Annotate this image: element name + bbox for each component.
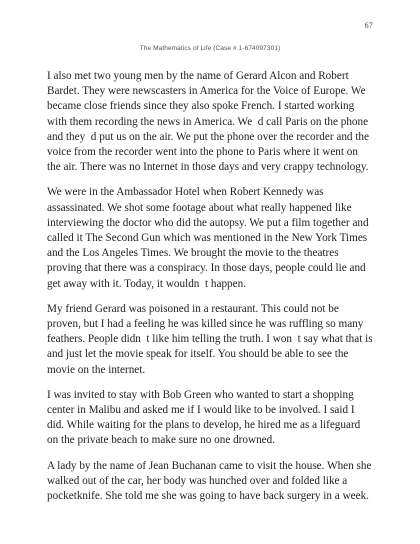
text-line: center in Malibu and asked me if I would like to be involved. I said I — [47, 404, 355, 417]
text-line: did. While waiting for the plans to develop, he hired me as a lifeguard — [47, 419, 361, 432]
text-line: assassinated. We shot some footage about what really happened like — [47, 201, 352, 214]
body-text — [47, 69, 373, 514]
text-line: Bardet. They were newscasters in America for the Voice of Europe. We — [47, 85, 366, 98]
text-line: I was invited to stay with Bob Green who wanted to start a shopping — [47, 388, 354, 401]
text-line: on the private beach to make sure no one drowned. — [47, 434, 276, 447]
text-line: feathers. People didn t like him telling the truth. I won t say what that is — [47, 333, 373, 346]
paragraph — [47, 459, 373, 505]
text-line: proving that there was a conspiracy. In those days, people could lie and — [47, 262, 366, 275]
text-line: and just let the movie speak for itself. You should be able to see the — [47, 348, 349, 361]
text-line: and they d put us on the air. We put the phone over the recorder and the — [47, 130, 369, 143]
text-line: voice from the recorder went into the phone to Paris where it went on — [47, 146, 358, 159]
text-line: I also met two young men by the name of Gerard Alcon and Robert — [47, 70, 349, 82]
text-line: pocketknife. She told me she was going to have back surgery in a week. — [47, 490, 369, 503]
text-line: the air. There was no Internet in those days and very crappy technology. — [47, 161, 369, 174]
text-line: We were in the Ambassador Hotel when Robert Kennedy was — [47, 186, 324, 199]
text-line: movie on the internet. — [47, 363, 146, 376]
text-line: with them recording the news in America. We d call Paris on the phone — [47, 115, 369, 128]
running-header: The Mathematics of Life (Case # 1-674097301) — [139, 45, 281, 52]
paragraph — [47, 185, 373, 291]
text-line: walked out of the car, her body was hunched over and folded like a — [47, 474, 348, 487]
text-line: get away with it. Today, it wouldn t happen. — [47, 277, 247, 290]
paragraph — [47, 302, 373, 378]
text-line: A lady by the name of Jean Buchanan came to visit the house. When she — [47, 459, 372, 472]
text-line: called it The Second Gun which was mentioned in the New York Times — [47, 232, 368, 245]
text-line: became close friends since they also spoke French. I started working — [47, 100, 355, 113]
text-line: My friend Gerard was poisoned in a restaurant. This could not be — [47, 302, 339, 315]
paragraph — [47, 69, 373, 175]
page-number: 67 — [364, 21, 373, 30]
text-line: proven, but I had a feeling he was killed since he was ruffling so many — [47, 318, 364, 331]
text-line: and the Los Angeles Times. We brought the movie to the theatres — [47, 247, 339, 260]
text-line: interviewing the doctor who did the autopsy. We put a film together and — [47, 216, 369, 229]
paragraph — [47, 388, 373, 449]
